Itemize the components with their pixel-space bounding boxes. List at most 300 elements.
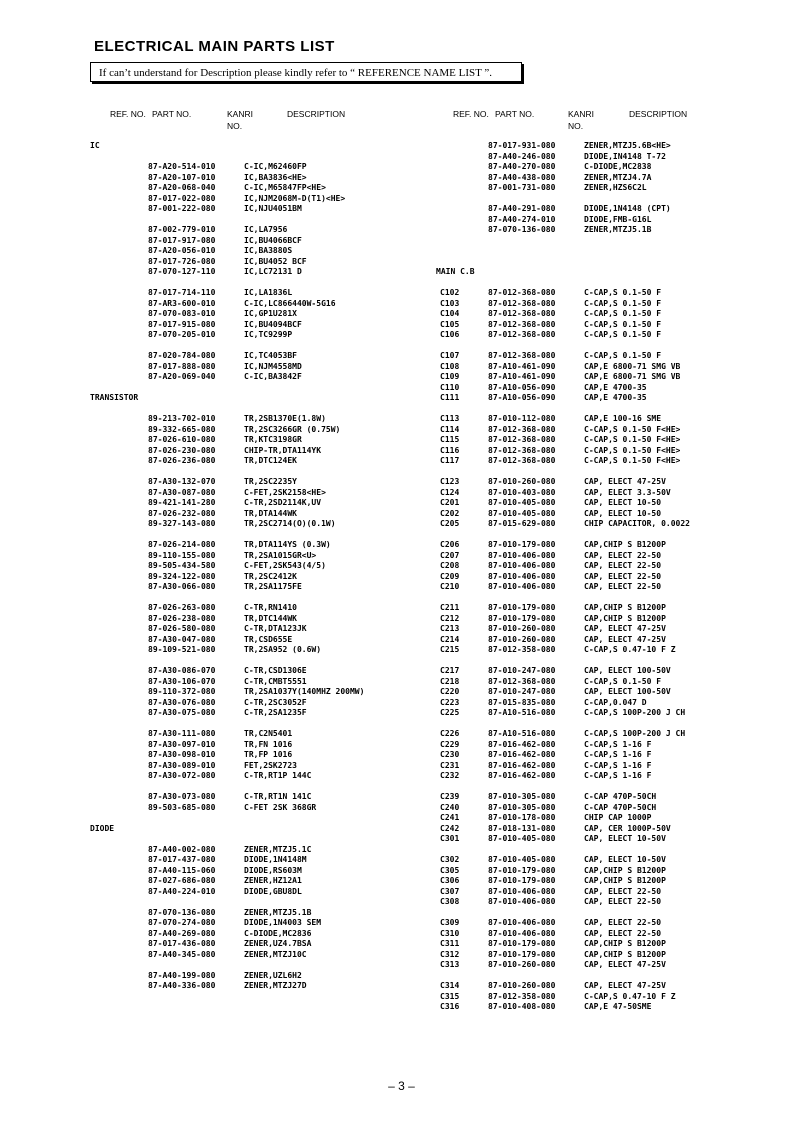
ref-no: C212 — [440, 613, 460, 623]
part-no: 87-010-305-080 — [488, 802, 556, 812]
ref-no: C220 — [440, 687, 460, 696]
part-no: 87-016-462-080 — [488, 760, 556, 770]
part-no: 87-010-260-080 — [488, 960, 556, 969]
part-no: 87-012-368-080 — [488, 298, 556, 308]
part-no: 87-010-179-080 — [488, 939, 556, 948]
part-description: CAP,CHIP S B1200P — [584, 865, 666, 875]
part-description: CAP,CHIP S B1200P — [584, 540, 666, 549]
part-no: 87-010-406-080 — [488, 550, 556, 560]
part-description: C-CAP,S 0.1-50 F<HE> — [584, 435, 681, 444]
part-no: 87-AR3-600-010 — [148, 298, 216, 308]
ref-no: C241 — [440, 813, 460, 822]
ref-no: C301 — [440, 834, 460, 843]
part-description: CAP, ELECT 22-50 — [584, 897, 662, 906]
part-description: ZENER,UZL6H2 — [244, 970, 302, 980]
part-no: 87-A10-516-080 — [488, 729, 556, 738]
part-no: 87-012-368-080 — [488, 319, 556, 329]
part-no: 87-A30-047-080 — [148, 634, 216, 644]
part-description: IC,BU4066BCF — [244, 235, 302, 245]
part-no: 87-012-368-080 — [488, 445, 556, 455]
part-description: IC,NJM2068M-D(T1)<HE> — [244, 193, 346, 203]
part-no: 87-010-179-080 — [488, 876, 556, 885]
part-description: C-IC,M62460FP — [244, 162, 307, 171]
part-description: TR,2SA1037Y(140MHZ 200MW) — [244, 687, 365, 696]
part-description: ZENER,HZS6C2L — [584, 183, 647, 192]
ref-no: C207 — [440, 550, 460, 560]
part-no: 87-026-238-080 — [148, 613, 216, 623]
part-description: DIODE,FMB-G16L — [584, 214, 652, 224]
part-no: 87-012-368-080 — [488, 330, 556, 339]
part-description: C-TR,RT1N 141C — [244, 792, 312, 801]
part-description: CAP, ELECT 3.3-50V — [584, 487, 671, 497]
part-no: 87-026-580-080 — [148, 624, 216, 633]
ref-no: C218 — [440, 676, 460, 686]
part-no: 87-010-406-080 — [488, 571, 556, 581]
part-no: 87-010-405-080 — [488, 855, 556, 864]
part-description: CAP, ELECT 22-50 — [584, 886, 662, 896]
part-description: C-TR,RT1P 144C — [244, 771, 312, 780]
part-description: CAP, ELECT 22-50 — [584, 928, 662, 938]
part-no: 89-505-434-580 — [148, 561, 216, 570]
ref-no: C308 — [440, 897, 460, 906]
part-description: CAP, ELECT 10-50V — [584, 855, 666, 864]
part-description: CAP, ELECT 22-50 — [584, 561, 662, 570]
part-description: CAP, ELECT 100-50V — [584, 687, 671, 696]
part-description: IC,BU4094BCF — [244, 319, 302, 329]
ref-no: C201 — [440, 498, 460, 507]
ref-no: C114 — [440, 424, 460, 434]
part-description: IC,GP1U281X — [244, 309, 297, 318]
part-description: C-CAP 470P-50CH — [584, 802, 657, 812]
part-description: CAP, ELECT 47-25V — [584, 960, 666, 969]
ref-no: C307 — [440, 886, 460, 896]
ref-no: C208 — [440, 561, 460, 570]
section-label: DIODE — [90, 823, 115, 833]
part-no: 87-A40-438-080 — [488, 172, 556, 182]
part-description: FET,2SK2723 — [244, 760, 297, 770]
part-description: C-CAP,S 100P-200 J CH — [584, 729, 686, 738]
part-description: TR,FP 1016 — [244, 750, 293, 759]
part-description: TR,2SB1370E(1.8W) — [244, 414, 326, 423]
ref-no: C239 — [440, 792, 460, 801]
part-description: C-IC,M65847FP<HE> — [244, 183, 326, 192]
part-description: DIODE,1N4148M — [244, 855, 307, 864]
part-description: ZENER,MTZJ27D — [244, 981, 307, 990]
part-description: TR,DTA144WK — [244, 508, 297, 518]
ref-no: C223 — [440, 697, 460, 707]
ref-no: C306 — [440, 876, 460, 885]
part-description: CAP, ELECT 47-25V — [584, 981, 666, 990]
ref-no: C213 — [440, 624, 460, 633]
part-no: 89-110-372-080 — [148, 687, 216, 696]
ref-no: C215 — [440, 645, 460, 654]
part-no: 87-010-406-080 — [488, 928, 556, 938]
part-description: C-CAP,S 0.1-50 F — [584, 298, 662, 308]
part-no: 87-010-408-080 — [488, 1002, 556, 1011]
part-description: C-CAP,S 0.1-50 F — [584, 351, 662, 360]
ref-no: C115 — [440, 435, 460, 444]
part-no: 87-A20-107-010 — [148, 172, 216, 182]
part-no: 87-010-260-080 — [488, 634, 556, 644]
part-description: CAP, ELECT 10-50 — [584, 508, 662, 518]
part-description: TR,2SC2235Y — [244, 477, 297, 486]
ref-no: C316 — [440, 1002, 460, 1011]
part-no: 87-012-368-080 — [488, 676, 556, 686]
right-header-kanri-no: NO. — [568, 121, 584, 131]
part-no: 87-A40-002-080 — [148, 844, 216, 854]
part-description: CAP, ELECT 47-25V — [584, 624, 666, 633]
part-no: 89-327-143-080 — [148, 519, 216, 528]
part-description: C-CAP,S 0.47-10 F Z — [584, 645, 676, 654]
part-no: 87-A10-056-090 — [488, 382, 556, 392]
part-description: TR,FN 1016 — [244, 739, 293, 749]
ref-no: C242 — [440, 823, 460, 833]
part-no: 87-015-629-080 — [488, 519, 556, 528]
part-description: CAP,CHIP S B1200P — [584, 939, 666, 948]
part-description: C-FET 2SK 368GR — [244, 802, 317, 812]
part-description: CAP, CER 1000P-50V — [584, 823, 671, 833]
left-header-ref-no: REF. NO. — [110, 109, 146, 119]
part-no: 87-016-462-080 — [488, 739, 556, 749]
ref-no: C113 — [440, 414, 460, 423]
part-description: CAP,E 4700-35 — [584, 382, 647, 392]
part-no: 87-012-368-080 — [488, 456, 556, 465]
part-description: TR,2SA1175FE — [244, 582, 302, 591]
part-description: ZENER,MTZJ5.6B<HE> — [584, 141, 671, 150]
part-no: 87-010-179-080 — [488, 865, 556, 875]
part-no: 87-010-178-080 — [488, 813, 556, 822]
ref-no: C123 — [440, 477, 460, 486]
part-no: 87-010-260-080 — [488, 477, 556, 486]
part-no: 87-026-610-080 — [148, 435, 216, 444]
part-no: 89-109-521-080 — [148, 645, 216, 654]
part-no: 87-010-406-080 — [488, 886, 556, 896]
part-description: TR,C2N5401 — [244, 729, 293, 738]
part-description: C-TR,2SD2114K,UV — [244, 498, 322, 507]
part-description: C-CAP,S 1-16 F — [584, 750, 652, 759]
part-description: DIODE,GBU8DL — [244, 886, 302, 896]
part-no: 87-A30-087-080 — [148, 487, 216, 497]
section-label: TRANSISTOR — [90, 393, 139, 402]
part-description: IC,LA1836L — [244, 288, 293, 297]
part-no: 87-A20-056-010 — [148, 246, 216, 255]
part-no: 87-017-714-110 — [148, 288, 216, 297]
part-description: C-TR,2SC3052F — [244, 697, 307, 707]
part-description: DIODE,RS603M — [244, 865, 302, 875]
part-no: 87-A30-076-080 — [148, 697, 216, 707]
part-no: 87-010-179-080 — [488, 613, 556, 623]
part-description: C-IC,LC866440W-5G16 — [244, 298, 336, 308]
part-description: ZENER,MTZJ4.7A — [584, 172, 652, 182]
ref-no: C211 — [440, 603, 460, 612]
part-description: CAP,CHIP S B1200P — [584, 603, 666, 612]
part-description: C-CAP,S 0.1-50 F<HE> — [584, 456, 681, 465]
ref-no: C209 — [440, 571, 460, 581]
part-description: ZENER,MTZJ5.1B — [244, 907, 312, 917]
part-description: CAP, ELECT 100-50V — [584, 666, 671, 675]
part-no: 87-010-247-080 — [488, 687, 556, 696]
part-description: IC,TC4053BF — [244, 351, 297, 360]
part-description: CAP,CHIP S B1200P — [584, 876, 666, 885]
reference-notice: If can’t understand for Description please kindly refer to “ REFERENCE NAME LIST ”. — [90, 62, 522, 82]
part-description: IC,BU4052 BCF — [244, 256, 307, 266]
part-no: 87-010-247-080 — [488, 666, 556, 675]
part-no: 87-012-368-080 — [488, 424, 556, 434]
ref-no: C111 — [440, 393, 460, 402]
part-description: TR,DTA114YS (0.3W) — [244, 540, 331, 549]
part-no: 87-070-127-110 — [148, 267, 216, 276]
part-no: 87-010-112-080 — [488, 414, 556, 423]
part-no: 87-016-462-080 — [488, 750, 556, 759]
part-no: 87-010-405-080 — [488, 834, 556, 843]
ref-no: C217 — [440, 666, 460, 675]
part-description: C-TR,CMBT5551 — [244, 676, 307, 686]
part-no: 89-503-685-080 — [148, 802, 216, 812]
part-description: TR,DTC144WK — [244, 613, 297, 623]
left-header-description: DESCRIPTION — [287, 109, 346, 119]
part-no: 87-015-835-080 — [488, 697, 556, 707]
part-description: C-IC,BA3842F — [244, 372, 302, 381]
part-description: CAP,CHIP S B1200P — [584, 949, 666, 959]
part-no: 87-010-406-080 — [488, 918, 556, 927]
part-description: TR,2SC2714(O)(0.1W) — [244, 519, 336, 528]
ref-no: C231 — [440, 760, 460, 770]
ref-no: C309 — [440, 918, 460, 927]
ref-no: C108 — [440, 361, 460, 371]
ref-no: C206 — [440, 540, 460, 549]
part-description: C-CAP,S 0.1-50 F — [584, 330, 662, 339]
ref-no: C314 — [440, 981, 460, 990]
part-no: 87-A10-516-080 — [488, 708, 556, 717]
part-description: C-CAP,S 0.1-50 F — [584, 676, 662, 686]
part-description: IC,TC9299P — [244, 330, 293, 339]
right-header-kanri: KANRI — [568, 109, 594, 119]
part-description: ZENER,MTZJ5.1B — [584, 225, 652, 234]
part-no: 87-A30-066-080 — [148, 582, 216, 591]
part-no: 87-012-358-080 — [488, 645, 556, 654]
ref-no: C225 — [440, 708, 460, 717]
part-description: CAP,E 6800-71 SMG VB — [584, 361, 681, 371]
part-description: C-TR,RN1410 — [244, 603, 297, 612]
part-no: 87-A10-056-090 — [488, 393, 556, 402]
part-description: CHIP CAPACITOR, 0.0022 — [584, 519, 690, 528]
part-no: 87-A20-069-040 — [148, 372, 216, 381]
part-description: CAP, ELECT 22-50 — [584, 582, 662, 591]
part-no: 87-070-274-080 — [148, 918, 216, 927]
part-description: ZENER,MTZJ10C — [244, 949, 307, 959]
part-description: CAP,E 47-50SME — [584, 1002, 652, 1011]
part-description: ZENER,UZ4.7BSA — [244, 939, 312, 948]
part-description: CAP,E 100-16 SME — [584, 414, 662, 423]
part-description: CAP, ELECT 10-50V — [584, 834, 666, 843]
ref-no: C124 — [440, 487, 460, 497]
part-no: 87-A30-089-010 — [148, 760, 216, 770]
ref-no: C102 — [440, 288, 460, 297]
part-description: DIODE,1N4003 SEM — [244, 918, 322, 927]
part-description: CAP,E 6800-71 SMG VB — [584, 372, 681, 381]
part-description: CAP, ELECT 47-25V — [584, 634, 666, 644]
part-no: 87-017-931-080 — [488, 141, 556, 150]
part-no: 87-010-406-080 — [488, 582, 556, 591]
part-no: 89-332-665-080 — [148, 424, 216, 434]
part-description: CAP, ELECT 47-25V — [584, 477, 666, 486]
part-description: ZENER,MTZJ5.1C — [244, 844, 312, 854]
part-description: TR,2SA952 (0.6W) — [244, 645, 322, 654]
ref-no: C229 — [440, 739, 460, 749]
part-no: 87-A30-097-010 — [148, 739, 216, 749]
ref-no: C310 — [440, 928, 460, 938]
ref-no: C104 — [440, 309, 460, 318]
part-no: 87-010-406-080 — [488, 561, 556, 570]
part-no: 87-A40-115-060 — [148, 865, 216, 875]
part-no: 87-001-222-080 — [148, 204, 216, 213]
part-description: C-CAP,S 0.1-50 F<HE> — [584, 424, 681, 434]
part-description: CAP, ELECT 22-50 — [584, 571, 662, 581]
part-no: 87-012-368-080 — [488, 435, 556, 444]
part-no: 87-017-888-080 — [148, 361, 216, 371]
part-no: 87-017-726-080 — [148, 256, 216, 266]
part-description: C-CAP,S 0.1-50 F — [584, 288, 662, 297]
part-no: 87-A30-072-080 — [148, 771, 216, 780]
part-no: 87-A30-075-080 — [148, 708, 216, 717]
part-no: 87-026-236-080 — [148, 456, 216, 465]
ref-no: C103 — [440, 298, 460, 308]
part-no: 87-A30-111-080 — [148, 729, 216, 738]
part-description: C-DIODE,MC2838 — [584, 162, 652, 171]
part-description: C-CAP,S 0.1-50 F — [584, 309, 662, 318]
part-no: 87-001-731-080 — [488, 183, 556, 192]
part-description: IC,NJM4558MD — [244, 361, 302, 371]
part-description: C-FET,2SK2158<HE> — [244, 487, 326, 497]
part-description: IC,NJU4051BM — [244, 204, 302, 213]
part-description: CAP, ELECT 22-50 — [584, 918, 662, 927]
part-description: C-CAP,S 100P-200 J CH — [584, 708, 686, 717]
ref-no: C313 — [440, 960, 460, 969]
part-description: C-TR,2SA1235F — [244, 708, 307, 717]
part-no: 87-070-136-080 — [148, 907, 216, 917]
page-number: – 3 – — [388, 1079, 415, 1093]
part-description: CAP,CHIP S B1200P — [584, 613, 666, 623]
part-no: 89-421-141-280 — [148, 498, 216, 507]
ref-no: C205 — [440, 519, 460, 528]
ref-no: C226 — [440, 729, 460, 738]
part-no: 87-026-230-080 — [148, 445, 216, 455]
ref-no: C302 — [440, 855, 460, 864]
right-header-part-no: PART NO. — [495, 109, 535, 119]
part-no: 87-A30-106-070 — [148, 676, 216, 686]
part-no: 87-010-260-080 — [488, 624, 556, 633]
part-description: DIODE,IN4148 T-72 — [584, 151, 666, 161]
part-description: C-CAP 470P-50CH — [584, 792, 657, 801]
part-no: 87-010-179-080 — [488, 949, 556, 959]
part-description: TR,2SC2412K — [244, 571, 297, 581]
part-description: IC,LA7956 — [244, 225, 288, 234]
part-no: 89-110-155-080 — [148, 550, 216, 560]
part-no: 87-A40-224-010 — [148, 886, 216, 896]
ref-no: C311 — [440, 939, 460, 948]
part-no: 87-018-131-080 — [488, 823, 556, 833]
part-no: 87-010-405-080 — [488, 508, 556, 518]
part-description: C-FET,2SK543(4/5) — [244, 561, 326, 570]
part-description: C-CAP,S 0.1-50 F<HE> — [584, 445, 681, 455]
part-no: 87-A10-461-090 — [488, 361, 556, 371]
part-no: 87-A40-274-010 — [488, 214, 556, 224]
part-no: 89-213-702-010 — [148, 414, 216, 423]
part-no: 87-A40-291-080 — [488, 204, 556, 213]
part-no: 87-A40-345-080 — [148, 949, 216, 959]
part-no: 87-012-368-080 — [488, 351, 556, 360]
part-no: 87-A10-461-090 — [488, 372, 556, 381]
part-no: 87-A40-269-080 — [148, 928, 216, 938]
ref-no: C312 — [440, 949, 460, 959]
part-no: 87-A40-199-080 — [148, 970, 216, 980]
part-description: C-TR,CSD1306E — [244, 666, 307, 675]
part-no: 87-012-368-080 — [488, 288, 556, 297]
ref-no: C105 — [440, 319, 460, 329]
part-no: 87-017-437-080 — [148, 855, 216, 864]
part-no: 87-010-406-080 — [488, 897, 556, 906]
part-no: 87-010-305-080 — [488, 792, 556, 801]
ref-no: C116 — [440, 445, 460, 455]
ref-no: C110 — [440, 382, 460, 392]
part-no: 87-010-403-080 — [488, 487, 556, 497]
part-no: 87-017-917-080 — [148, 235, 216, 245]
right-header-ref-no: REF. NO. — [453, 109, 489, 119]
ref-no: C109 — [440, 372, 460, 381]
ref-no: C315 — [440, 991, 460, 1001]
part-no: 87-A30-073-080 — [148, 792, 216, 801]
section-label: IC — [90, 141, 100, 150]
part-description: TR,DTC124EK — [244, 456, 297, 465]
part-description: IC,LC72131 D — [244, 267, 302, 276]
page-title: ELECTRICAL MAIN PARTS LIST — [94, 38, 335, 55]
part-description: TR,KTC3198GR — [244, 435, 302, 444]
ref-no: C202 — [440, 508, 460, 518]
ref-no: C230 — [440, 750, 460, 759]
part-no: 87-027-686-080 — [148, 876, 216, 885]
section-label: MAIN C.B — [436, 267, 475, 276]
part-no: 87-010-260-080 — [488, 981, 556, 990]
ref-no: C232 — [440, 771, 460, 780]
part-no: 87-010-179-080 — [488, 603, 556, 612]
part-no: 89-324-122-080 — [148, 571, 216, 581]
part-no: 87-A30-132-070 — [148, 477, 216, 486]
part-no: 87-A40-336-080 — [148, 981, 216, 990]
ref-no: C214 — [440, 634, 460, 644]
part-no: 87-A40-246-080 — [488, 151, 556, 161]
part-description: C-CAP,S 0.47-10 F Z — [584, 991, 676, 1001]
part-no: 87-026-232-080 — [148, 508, 216, 518]
part-no: 87-026-263-080 — [148, 603, 216, 612]
part-description: CAP, ELECT 10-50 — [584, 498, 662, 507]
ref-no: C210 — [440, 582, 460, 591]
part-description: CAP,E 4700-35 — [584, 393, 647, 402]
part-description: C-TR,DTA123JK — [244, 624, 307, 633]
part-no: 87-017-915-080 — [148, 319, 216, 329]
ref-no: C107 — [440, 351, 460, 360]
left-header-part-no: PART NO. — [152, 109, 192, 119]
part-description: TR,2SC3266GR (0.75W) — [244, 424, 341, 434]
part-description: TR,2SA1015GR<U> — [244, 550, 317, 560]
ref-no: C240 — [440, 802, 460, 812]
ref-no: C117 — [440, 456, 460, 465]
part-no: 87-026-214-080 — [148, 540, 216, 549]
part-description: TR,CSD655E — [244, 634, 293, 644]
part-description: C-CAP,0.047 D — [584, 697, 647, 707]
part-no: 87-A40-270-080 — [488, 162, 556, 171]
right-header-description: DESCRIPTION — [629, 109, 688, 119]
left-header-kanri-no: NO. — [227, 121, 243, 131]
